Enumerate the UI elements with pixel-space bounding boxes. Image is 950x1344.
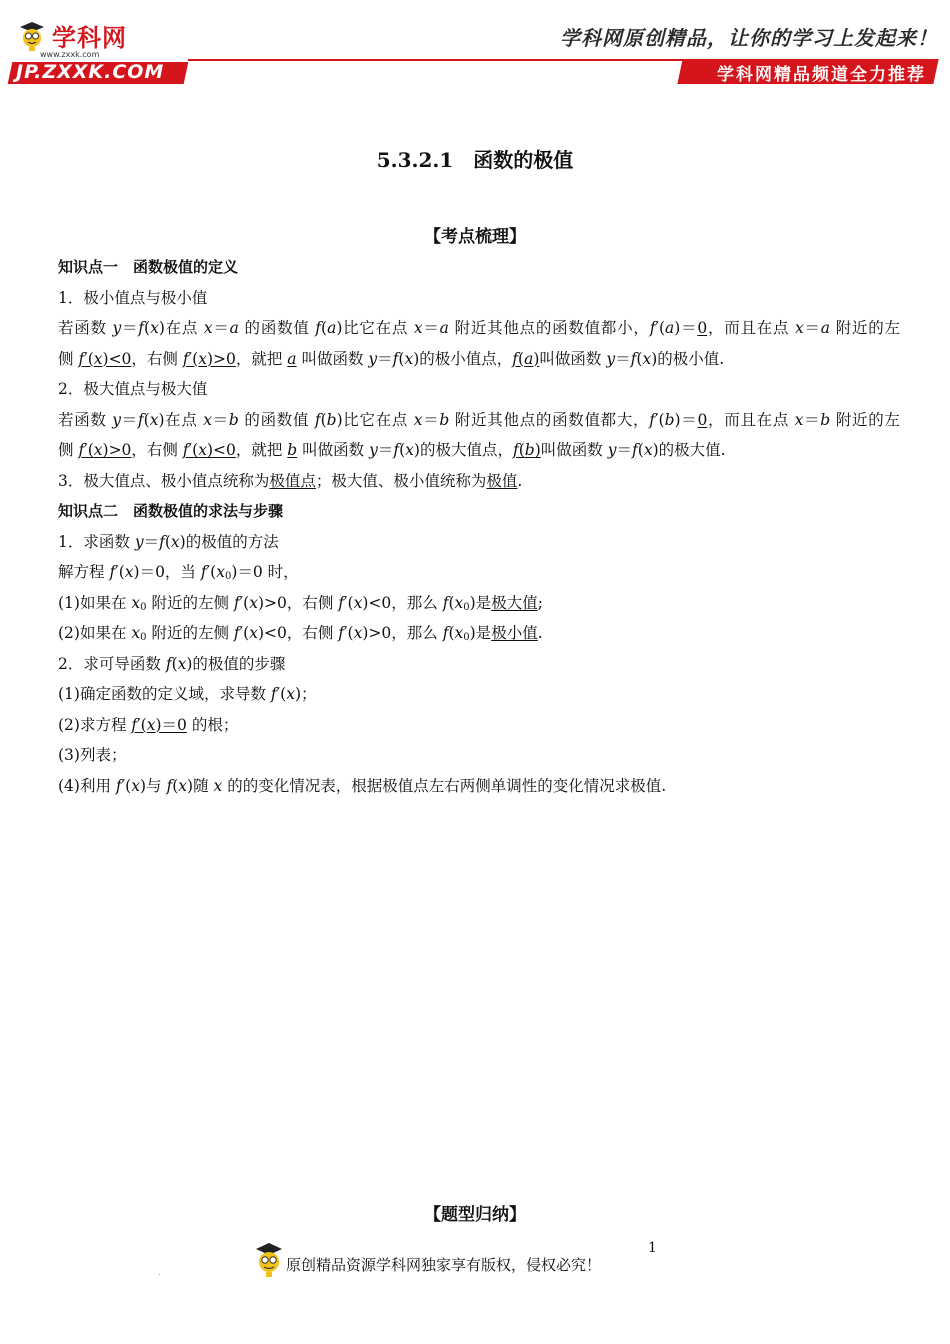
kp2-step4: (4)利用 f′(x)与 f(x)随 x 的的变化情况表，根据极值点左右两侧单调性的变化情况求极值. xyxy=(58,776,667,795)
kp2-step2: (2)求方程 f′(x)＝0 的根； xyxy=(58,715,239,734)
page-header xyxy=(0,0,950,95)
document-body xyxy=(58,252,900,801)
mascot-icon xyxy=(18,21,46,51)
page-footer xyxy=(0,1240,950,1280)
channel-banner: 学科网精品频道全力推荐 xyxy=(717,65,926,85)
page-number: 1 xyxy=(648,1240,657,1256)
header-slogan: 学科网原创精品，让你的学习上发起来！ xyxy=(560,26,938,50)
kp2-step3: (3)列表； xyxy=(58,746,127,764)
kp2-solve-line: 解方程 f′(x)＝0，当 $f'(x_0)=0$ 时， xyxy=(58,563,299,582)
page-title: 5.3.2.1 函数的极值 xyxy=(376,148,574,172)
kp2-item1-title: 1．求函数 y＝f(x)的极值的方法 xyxy=(58,532,279,551)
kp2-case2: (2)如果在 $x_0$ 附近的左侧 f′(x)<0，右侧 f′(x)>0，那么 $f(x_0)$是极小值. xyxy=(58,624,543,643)
kp2-heading: 知识点二 函数极值的求法与步骤 xyxy=(58,502,284,520)
kp1-item1-title: 1．极小值点与极小值 xyxy=(58,288,208,307)
kp1-heading: 知识点一 函数极值的定义 xyxy=(58,258,239,276)
copyright-notice: 原创精品资源学科网独家享有版权，侵权必究！ xyxy=(286,1256,602,1274)
footer-dot: . xyxy=(158,1268,161,1277)
kp2-item2-title: 2．求可导函数 f(x)的极值的步骤 xyxy=(58,654,286,673)
kp1-item1-line2: 侧 f′(x)<0，右侧 f′(x)>0，就把 a 叫做函数 y＝f(x)的极小值点，f(a)叫做函数 y＝f(x)的极小值. xyxy=(58,349,725,368)
logo-url: www.zxxk.com xyxy=(40,50,100,59)
logo-bar-text[interactable]: JP.ZXXK.COM xyxy=(16,61,165,83)
section-heading-review: 【考点梳理】 xyxy=(424,227,526,247)
mascot-icon xyxy=(254,1242,284,1278)
kp1-item2-line2: 侧 f′(x)>0，右侧 f′(x)<0，就把 b 叫做函数 y＝f(x)的极大值点，f(b)叫做函数 y＝f(x)的极大值. xyxy=(58,441,726,459)
kp1-item2-line1: 若函数 y＝f(x)在点 x＝b 的函数值 f(b)比它在点 x＝b 附近其他点的函数值都大，f′(b)＝0，而且在点 x＝b 附近的左 xyxy=(58,410,900,429)
kp2-case1: (1)如果在 $x_0$ 附近的左侧 f′(x)>0，右侧 f′(x)<0，那么 $f(x_0)$是极大值; xyxy=(58,593,543,613)
section-heading-types: 【题型归纳】 xyxy=(424,1205,526,1225)
kp2-step1: (1)确定函数的定义域，求导数 f′(x)； xyxy=(58,685,317,703)
kp1-item3: 3．极大值点、极小值点统称为极值点；极大值、极小值统称为极值. xyxy=(58,471,523,490)
kp1-item1-line1: 若函数 y＝f(x)在点 x＝a 的函数值 f(a)比它在点 x＝a 附近其他点的函数值都小，f′(a)＝0，而且在点 x＝a 附近的左 xyxy=(58,319,900,337)
logo[interactable] xyxy=(18,18,127,53)
logo-name: 学科网 xyxy=(52,24,127,52)
kp1-item2-title: 2．极大值点与极大值 xyxy=(58,380,208,398)
